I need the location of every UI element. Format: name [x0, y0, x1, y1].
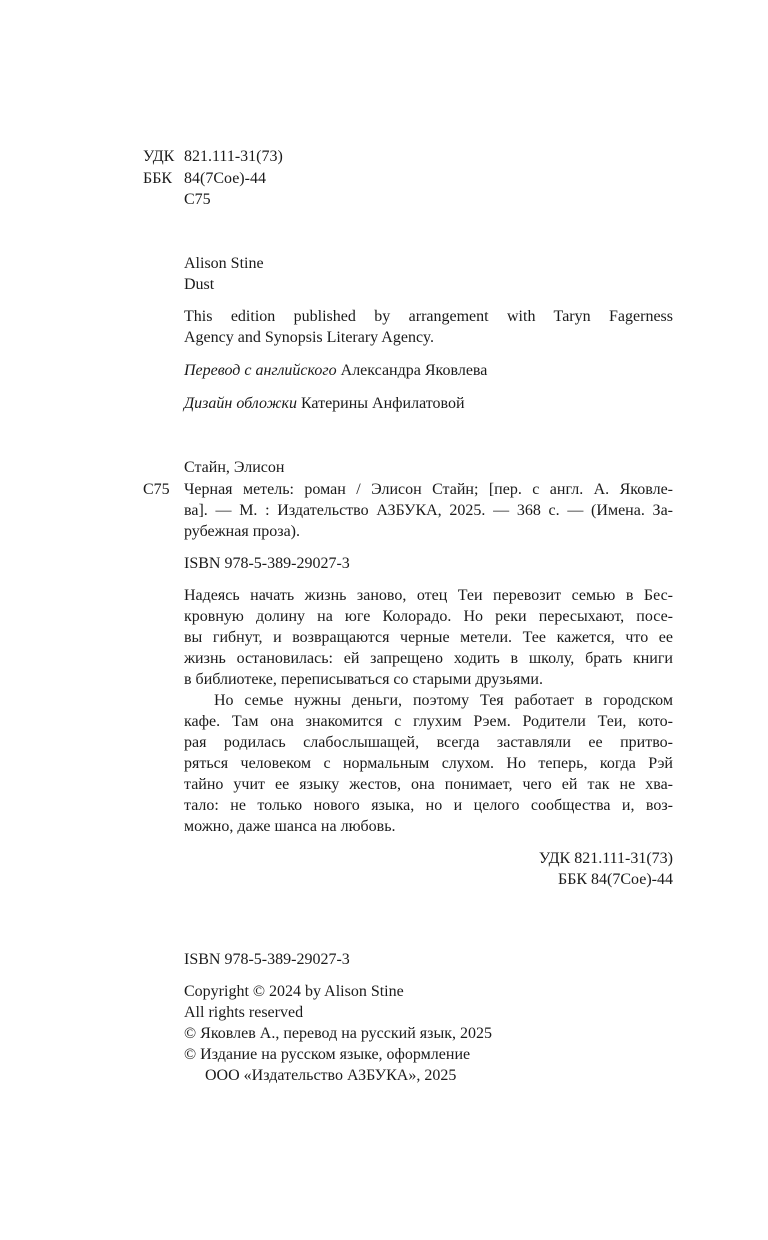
- annotation-line: Но семье нужны деньги, поэтому Тея работает в городском: [214, 692, 673, 709]
- arrangement-line: Agency and Synopsis Literary Agency.: [184, 329, 435, 346]
- author-mark: С75: [184, 191, 211, 208]
- annotation-line: тайно учит ее языку жестов, она понимает, чего ей так не хва-: [184, 776, 673, 793]
- design-credit: [184, 395, 465, 413]
- translation-credit: [184, 362, 487, 380]
- edition-copyright: © Издание на русском языке, оформление: [184, 1046, 471, 1063]
- udk-label: УДК: [143, 148, 175, 165]
- original-title: Dust: [184, 276, 215, 293]
- catalog-heading: Стайн, Элисон: [184, 459, 285, 476]
- annotation-line: кафе. Там она знакомится с глухим Рэем. Родители Теи, кото-: [184, 713, 673, 730]
- designer-name: Катерины Анфилатовой: [300, 395, 465, 412]
- footer-isbn: ISBN 978-5-389-29027-3: [184, 951, 350, 968]
- catalog-mark: С75: [143, 481, 170, 498]
- translator-name: Александра Яковлева: [340, 362, 488, 379]
- annotation-bbk: ББК 84(7Сое)-44: [558, 871, 673, 888]
- catalog-isbn: ISBN 978-5-389-29027-3: [184, 555, 350, 572]
- annotation-udk: УДК 821.111-31(73): [538, 850, 673, 867]
- copyright-line: Copyright © 2024 by Alison Stine: [184, 983, 404, 1000]
- annotation-line: ряться человеком с нормальным слухом. Но теперь, когда Рэй: [184, 755, 673, 772]
- rights-line: All rights reserved: [184, 1004, 304, 1021]
- catalog-line: ва]. — М. : Издательство АЗБУКА, 2025. — 368 с. — (Имена. За-: [184, 502, 673, 519]
- udk-value: 821.111-31(73): [184, 148, 283, 165]
- annotation-line: Надеясь начать жизнь заново, отец Теи перевозит семью в Бес-: [184, 587, 673, 604]
- catalog-line: рубежная проза).: [184, 523, 300, 540]
- original-author: Alison Stine: [184, 255, 264, 272]
- edition-copyright-publisher: ООО «Издательство АЗБУКА», 2025: [205, 1067, 457, 1084]
- bbk-label: ББК: [143, 170, 173, 187]
- annotation-line: в библиотеке, переписываться со старыми друзьями.: [184, 671, 543, 688]
- annotation-line: жизнь остановилась: ей запрещено ходить в школу, брать книги: [184, 650, 673, 667]
- annotation-line: вы гибнут, и возвращаются черные метели. Тее кажется, что ее: [184, 629, 673, 646]
- catalog-line: Черная метель: роман / Элисон Стайн; [пер. с англ. А. Яковле-: [184, 481, 673, 498]
- translation-copyright: © Яковлев А., перевод на русский язык, 2025: [184, 1025, 492, 1042]
- annotation-line: рая родилась слабослышащей, всегда заставляли ее притво-: [184, 734, 673, 751]
- design-label: Дизайн обложки: [184, 395, 297, 412]
- arrangement-line: This edition published by arrangement with Taryn Fagerness: [184, 308, 673, 325]
- annotation-line: можно, даже шанса на любовь.: [184, 818, 396, 835]
- annotation-line: тало: не только нового языка, но и целого сообщества и, воз-: [184, 797, 673, 814]
- translation-label: Перевод с английского: [184, 362, 337, 379]
- bbk-value: 84(7Сое)-44: [184, 170, 266, 187]
- annotation-line: кровную долину на юге Колорадо. Но реки пересыхают, посе-: [184, 608, 673, 625]
